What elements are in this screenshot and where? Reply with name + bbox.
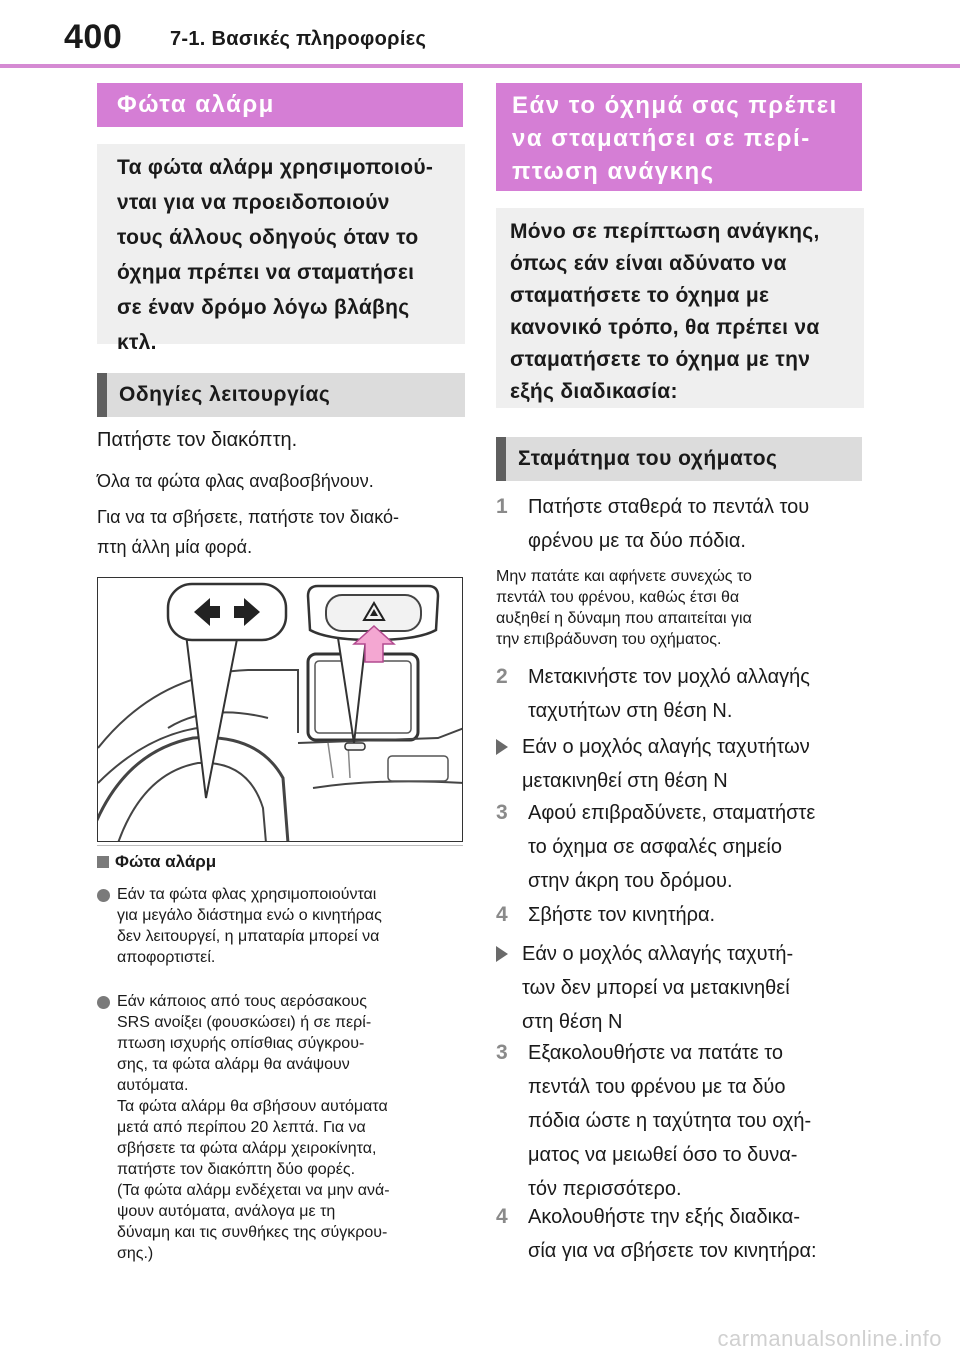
step-number: 3: [496, 1041, 508, 1064]
intro-line: νται για να προειδοποιούν: [117, 191, 390, 214]
step-number: 4: [496, 903, 508, 926]
section-title: 7-1. Βασικές πληροφορίες: [170, 28, 427, 50]
step-line: Εξακολουθήστε να πατάτε το: [528, 1042, 784, 1064]
step-number: 3: [496, 801, 508, 824]
intro-line: Τα φώτα αλάρμ χρησιμοποιού-: [117, 156, 434, 179]
step-line: πόδια ώστε η ταχύτητα του οχή-: [528, 1110, 812, 1132]
step-line: Μετακινήστε τον μοχλό αλλαγής: [528, 666, 810, 688]
square-bullet-icon: [97, 856, 109, 868]
page-number: 400: [64, 18, 123, 56]
hazard-intro-box: [97, 144, 465, 354]
note-line: πτωση ισχυρής οπίσθιας σύγκρου-: [117, 1035, 365, 1052]
step-line: Πατήστε σταθερά το πεντάλ του: [528, 496, 810, 518]
step-line: ταχυτήτων στη θέση N.: [528, 700, 733, 722]
turn-off-line: Για να τα σβήσετε, πατήστε τον διακό-: [97, 507, 399, 527]
note-line: σης.): [117, 1245, 154, 1262]
note-line: αυξηθεί η δύναμη που απαιτείται για: [496, 610, 752, 627]
note-bullet-srs: [97, 991, 467, 1264]
dashboard-svg: [98, 578, 463, 842]
step-1: [496, 490, 866, 560]
step-3b: [496, 1036, 866, 1206]
circle-bullet-icon: [97, 889, 110, 902]
note-line: την επιβράδυνση του οχήματος.: [496, 631, 722, 648]
stopping-vehicle-header: Σταμάτημα του οχήματος: [496, 437, 862, 481]
emergency-intro-box: [496, 208, 864, 408]
note-line: Τα φώτα αλάρμ θα σβήσουν αυτόματα: [117, 1098, 388, 1115]
emergency-intro-line: εξής διαδικασία:: [510, 380, 678, 403]
note-line: σβήσετε τα φώτα αλάρμ χειροκίνητα,: [117, 1140, 377, 1157]
triangle-arrow-icon: [496, 946, 508, 962]
step-number: 4: [496, 1205, 508, 1228]
emergency-title-line: πτωση ανάγκης: [512, 158, 715, 185]
intro-line: όχημα πρέπει να σταματήσει: [117, 261, 415, 284]
step-line: πεντάλ του φρένου με τα δύο: [528, 1076, 786, 1098]
emergency-intro-line: Μόνο σε περίπτωση ανάγκης,: [510, 220, 820, 243]
step-line: ματος να μειωθεί όσο το δυνα-: [528, 1144, 798, 1166]
emergency-intro-line: σταματήσετε το όχημα με: [510, 284, 770, 307]
branch-line: Εάν ο μοχλός αλλαγής ταχυτή-: [522, 943, 794, 965]
press-switch-text: Πατήστε τον διακόπτη.: [97, 429, 298, 451]
step-line: το όχημα σε ασφαλές σημείο: [528, 836, 782, 858]
circle-bullet-icon: [97, 996, 110, 1009]
emergency-intro-line: κανονικό τρόπο, θα πρέπει να: [510, 316, 820, 339]
flashers-blink-text: Όλα τα φώτα φλας αναβοσβήνουν.: [97, 471, 374, 491]
dashboard-illustration: [97, 577, 463, 842]
branch-line: Εάν ο μοχλός αλαγής ταχυτήτων: [522, 736, 810, 758]
hazard-lights-title: Φώτα αλάρμ: [117, 91, 275, 118]
step-line: Σβήστε τον κινητήρα.: [528, 904, 716, 926]
intro-line: τους άλλους οδηγούς όταν το: [117, 226, 419, 249]
emergency-intro-line: όπως εάν είναι αδύνατο να: [510, 252, 787, 275]
step-line: στην άκρη του δρόμου.: [528, 870, 733, 892]
branch-lever-not-moved: [496, 937, 866, 1041]
hazard-lights-title-bar: [97, 83, 463, 127]
branch-lever-moved: [496, 730, 866, 800]
step-4a: [496, 898, 866, 932]
branch-line: στη θέση N: [522, 1011, 623, 1033]
note-line: για μεγάλο διάστημα ενώ ο κινητήρας: [117, 907, 382, 924]
turn-off-line: πτη άλλη μία φορά.: [97, 537, 253, 557]
step-number: 2: [496, 665, 508, 688]
step-line: φρένου με τα δύο πόδια.: [528, 530, 746, 552]
step-line: σία για να σβήσετε τον κινητήρα:: [528, 1240, 817, 1262]
step-4b: [496, 1200, 866, 1270]
branch-line: των δεν μπορεί να μετακινηθεί: [522, 977, 790, 999]
header-rule: [0, 64, 960, 68]
note-line: Εάν τα φώτα φλας χρησιμοποιούνται: [117, 886, 377, 903]
note-line: πεντάλ του φρένου, καθώς έτσι θα: [496, 589, 740, 606]
emergency-stop-title-bar: [496, 83, 862, 191]
note-line: δεν λειτουργεί, η μπαταρία μπορεί να: [117, 928, 380, 945]
watermark: carmanualsonline.info: [717, 1326, 942, 1351]
intro-line: σε έναν δρόμο λόγω βλάβης: [117, 296, 410, 319]
note-line: Εάν κάποιος από τους αερόσακους: [117, 993, 367, 1010]
note-line: δύναμη και τις συνθήκες της σύγκρου-: [117, 1224, 388, 1241]
note-rule-top: [97, 845, 463, 846]
step-2: [496, 660, 866, 730]
emergency-intro-line: σταματήσετε το όχημα με την: [510, 348, 811, 371]
step-line: Αφού επιβραδύνετε, σταματήστε: [528, 802, 816, 824]
note-line: μετά από περίπου 20 λεπτά. Για να: [117, 1119, 366, 1136]
turn-off-text: [97, 502, 399, 562]
note-line: SRS ανοίξει (φουσκώσει) ή σε περί-: [117, 1014, 372, 1031]
note-line: αποφορτιστεί.: [117, 949, 216, 966]
operation-instructions-header: Οδηγίες λειτουργίας: [97, 373, 465, 417]
step-line: Ακολουθήστε την εξής διαδικα-: [528, 1206, 801, 1228]
note-header: [97, 852, 216, 872]
intro-line: κτλ.: [117, 331, 157, 354]
step-line: τόν περισσότερο.: [528, 1178, 682, 1200]
step-3a: [496, 796, 866, 900]
triangle-arrow-icon: [496, 739, 508, 755]
emergency-title-line: Εάν το όχημά σας πρέπει: [512, 92, 838, 119]
branch-line: μετακινηθεί στη θέση N: [522, 770, 728, 792]
note-line: πατήστε τον διακόπτη δύο φορές.: [117, 1161, 356, 1178]
note-line: Μην πατάτε και αφήνετε συνεχώς το: [496, 568, 752, 585]
note-line: αυτόματα.: [117, 1077, 189, 1094]
note-header-text: Φώτα αλάρμ: [115, 852, 217, 871]
note-line: ψουν αυτόματα, ανάλογα με τη: [117, 1203, 336, 1220]
note-line: σης, τα φώτα αλάρμ θα ανάψουν: [117, 1056, 350, 1073]
step-1-note: [496, 566, 866, 650]
note-bullet-battery: [97, 884, 467, 968]
step-number: 1: [496, 495, 508, 518]
note-line: (Τα φώτα αλάρμ ενδέχεται να μην ανά-: [117, 1182, 390, 1199]
emergency-title-line: να σταματήσει σε περί-: [512, 125, 811, 152]
